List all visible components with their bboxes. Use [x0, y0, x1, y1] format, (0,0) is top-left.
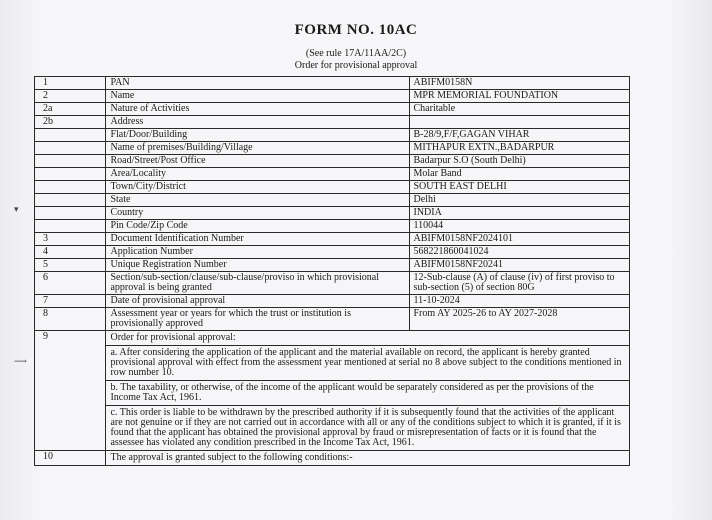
row-number: 5 [35, 259, 106, 272]
row-value: MPR MEMORIAL FOUNDATION [409, 90, 630, 103]
row-label: PAN [106, 77, 409, 90]
row-value: From AY 2025-26 to AY 2027-2028 [409, 308, 630, 331]
table-row [35, 129, 630, 142]
table-row [35, 116, 630, 129]
row-number [35, 194, 106, 207]
row-number [35, 181, 106, 194]
table-row [35, 451, 630, 466]
row-label: State [106, 194, 409, 207]
row-number [35, 168, 106, 181]
table-row [35, 142, 630, 155]
order-paragraph-c: c. This order is liable to be withdrawn by the prescribed authority if it is subsequently found that the activities of the applicant are not genuine or if they are not carried out in accordance with all or any of the conditions subject to which it is granted, if it is found that the applicant has obtained the provisional approval by fraud or misrepresentation of facts or it is found that the assessee has violated any condition prescribed in the Income Tax Act, 1961. [106, 406, 630, 451]
row-number: 3 [35, 233, 106, 246]
row-value: Badarpur S.O (South Delhi) [409, 155, 630, 168]
row-label: Address [106, 116, 409, 129]
row-value: Delhi [409, 194, 630, 207]
row-label: Road/Street/Post Office [106, 155, 409, 168]
row-number [35, 207, 106, 220]
row-value: SOUTH EAST DELHI [409, 181, 630, 194]
row-label: Unique Registration Number [106, 259, 409, 272]
form-title: FORM NO. 10AC [294, 22, 418, 38]
row-label: Area/Locality [106, 168, 409, 181]
row-label: Flat/Door/Building [106, 129, 409, 142]
row-number [35, 220, 106, 233]
row-number [35, 346, 106, 381]
row-value: 568221860041024 [409, 246, 630, 259]
row-number: 2 [35, 90, 106, 103]
row-number [35, 142, 106, 155]
row-value [409, 116, 630, 129]
table-row [35, 207, 630, 220]
form-rule-reference: (See rule 17A/11AA/2C) [305, 48, 407, 59]
row-value: 12-Sub-clause (A) of clause (iv) of first proviso to sub-section (5) of section 80G [409, 272, 630, 295]
table-row [35, 346, 630, 381]
approval-details-table [34, 76, 630, 466]
row-number: 10 [35, 451, 106, 466]
row-label: Name of premises/Building/Village [106, 142, 409, 155]
form-subtitle: Order for provisional approval [294, 60, 418, 71]
order-paragraph-b: b. The taxability, or otherwise, of the income of the applicant would be separately considered as per the provisions of the Income Tax Act, 1961. [106, 381, 630, 406]
row-label: Assessment year or years for which the trust or institution is provisionally approved [106, 308, 409, 331]
margin-arrow-icon: ⟶ [14, 356, 27, 366]
row-number: 7 [35, 295, 106, 308]
row-label: Document Identification Number [106, 233, 409, 246]
row-number [35, 381, 106, 406]
conditions-heading: The approval is granted subject to the following conditions:- [106, 451, 630, 466]
row-label: Date of provisional approval [106, 295, 409, 308]
table-row [35, 381, 630, 406]
row-number [35, 155, 106, 168]
table-row [35, 259, 630, 272]
table-row [35, 220, 630, 233]
table-row [35, 308, 630, 331]
row-number: 1 [35, 77, 106, 90]
row-value: ABIFM0158NF20241 [409, 259, 630, 272]
row-label: Section/sub-section/clause/sub-clause/proviso in which provisional approval is being granted [106, 272, 409, 295]
table-row [35, 272, 630, 295]
row-value: Molar Band [409, 168, 630, 181]
margin-mark-icon: ▾ [14, 204, 19, 214]
table-row [35, 246, 630, 259]
row-value: ABIFM0158N [409, 77, 630, 90]
row-value: MITHAPUR EXTN.,BADARPUR [409, 142, 630, 155]
row-label: Application Number [106, 246, 409, 259]
table-row [35, 194, 630, 207]
row-value: INDIA [409, 207, 630, 220]
row-value: ABIFM0158NF2024101 [409, 233, 630, 246]
table-row [35, 103, 630, 116]
order-heading: Order for provisional approval: [106, 331, 630, 346]
row-label: Nature of Activities [106, 103, 409, 116]
row-number [35, 129, 106, 142]
row-number: 2b [35, 116, 106, 129]
table-row [35, 181, 630, 194]
table-row [35, 90, 630, 103]
row-number: 2a [35, 103, 106, 116]
row-label: Name [106, 90, 409, 103]
row-label: Town/City/District [106, 181, 409, 194]
row-number: 9 [35, 331, 106, 346]
row-value: B-28/9,F/F,GAGAN VIHAR [409, 129, 630, 142]
row-value: Charitable [409, 103, 630, 116]
row-number [35, 406, 106, 451]
table-row [35, 155, 630, 168]
row-number: 6 [35, 272, 106, 295]
row-value: 11-10-2024 [409, 295, 630, 308]
row-value: 110044 [409, 220, 630, 233]
table-row [35, 168, 630, 181]
row-label: Pin Code/Zip Code [106, 220, 409, 233]
table-row [35, 295, 630, 308]
table-row [35, 331, 630, 346]
row-number: 8 [35, 308, 106, 331]
row-label: Country [106, 207, 409, 220]
table-row [35, 77, 630, 90]
table-row [35, 406, 630, 451]
order-paragraph-a: a. After considering the application of the applicant and the material available on record, the applicant is hereby granted provisional approval with effect from the assessment year mentioned at serial no 8 above subject to the conditions mentioned in row number 10. [106, 346, 630, 381]
row-number: 4 [35, 246, 106, 259]
table-row [35, 233, 630, 246]
